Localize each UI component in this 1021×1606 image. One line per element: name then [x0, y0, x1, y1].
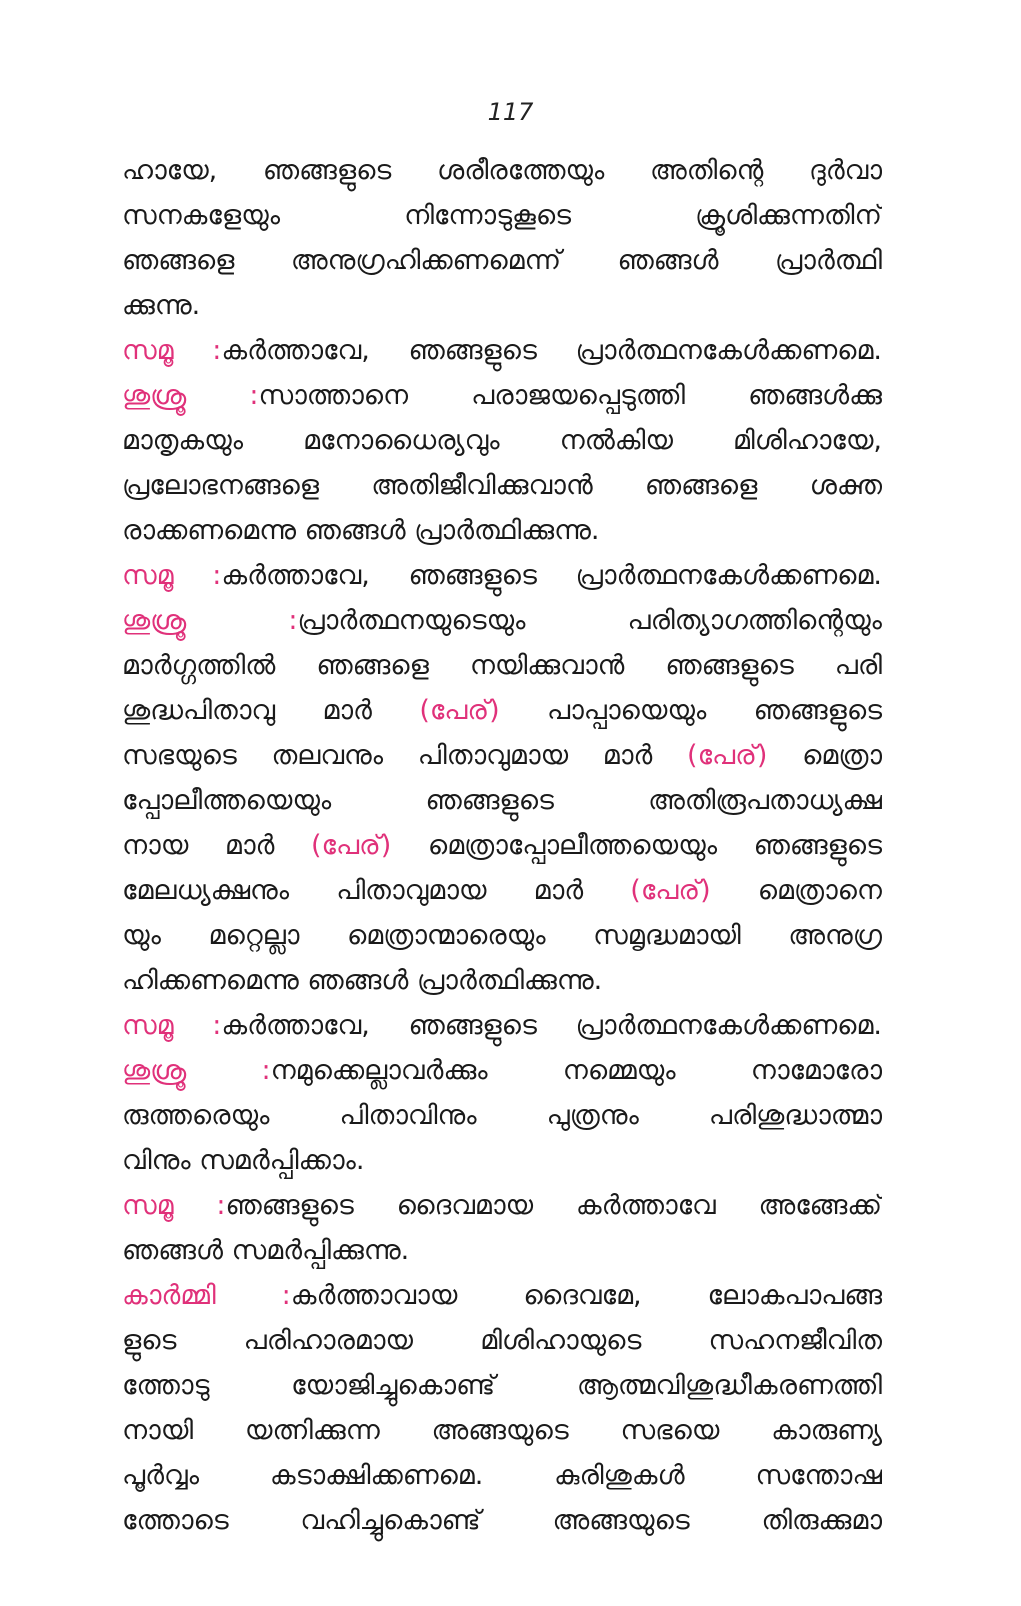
text-line: [122, 958, 882, 1003]
text-line: [122, 1183, 882, 1228]
text-line: [122, 193, 882, 238]
speaker-label: സമൂ :: [122, 1010, 222, 1041]
line-text: ത്തോടു യോജിച്ചുകൊണ്ട് ആത്മവിശുദ്ധീകരണത്തി: [122, 1370, 882, 1401]
text-line: [122, 328, 882, 373]
text-line: [122, 238, 882, 283]
line-text: ഞങ്ങൾ സമർപ്പിക്കുന്നു.: [122, 1235, 410, 1266]
line-text: പ്രാർത്ഥനയുടെയും പരിത്യാഗത്തിന്റെയും: [297, 605, 882, 636]
text-line: [122, 1003, 882, 1048]
speaker-label: ശുശ്രൂ :: [122, 1055, 271, 1086]
page-number: 117: [487, 98, 534, 126]
speaker-label: ശുശ്രൂ :: [122, 380, 259, 411]
text-line: [122, 643, 882, 688]
speaker-label: സമൂ :: [122, 1190, 226, 1221]
speaker-label: കാർമ്മി :: [122, 1280, 291, 1311]
line-text: രുത്തരെയും പിതാവിനും പുത്രനും പരിശുദ്ധാത്മാ: [122, 1100, 882, 1131]
line-text: ക്കുന്നു.: [122, 290, 201, 321]
line-text: നായ മാർ: [122, 830, 311, 861]
text-line: [122, 688, 882, 733]
line-text: ത്തോടെ വഹിച്ചുകൊണ്ട് അങ്ങയുടെ തിരുക്കുമാ: [122, 1505, 882, 1536]
line-text: കർത്താവേ, ഞങ്ങളുടെ പ്രാർത്ഥനകേൾക്കണമെ.: [221, 335, 882, 366]
name-placeholder: (പേര്): [630, 875, 711, 906]
text-line: [122, 1048, 882, 1093]
line-text: മാതൃകയും മനോധൈര്യവും നൽകിയ മിശിഹായേ,: [122, 425, 882, 456]
text-line: [122, 1363, 882, 1408]
line-text: ഞങ്ങളെ അനുഗ്രഹിക്കണമെന്ന് ഞങ്ങൾ പ്രാർത്ഥി: [122, 245, 882, 276]
line-text: പ്രലോഭനങ്ങളെ അതിജീവിക്കുവാൻ ഞങ്ങളെ ശക്ത: [122, 470, 882, 501]
line-text: മെത്രാപ്പോലീത്തയെയും ഞങ്ങളുടെ: [391, 830, 882, 861]
speaker-label: സമൂ :: [122, 335, 222, 366]
text-line: [122, 1498, 882, 1543]
line-text: കർത്താവേ, ഞങ്ങളുടെ പ്രാർത്ഥനകേൾക്കണമെ.: [221, 1010, 882, 1041]
line-text: ഞങ്ങളുടെ ദൈവമായ കർത്താവേ അങ്ങേക്ക്: [225, 1190, 882, 1221]
speaker-label: ശുശ്രൂ :: [122, 605, 298, 636]
line-text: നായി യത്നിക്കുന്ന അങ്ങയുടെ സഭയെ കാരുണ്യ: [122, 1415, 882, 1446]
speaker-label: സമൂ :: [122, 560, 222, 591]
text-line: [122, 823, 882, 868]
line-text: നമുക്കെല്ലാവർക്കും നമ്മെയും നാമോരോ: [270, 1055, 882, 1086]
name-placeholder: (പേര്): [687, 740, 768, 771]
line-text: മെത്രാ: [767, 740, 882, 771]
line-text: ശുദ്ധപിതാവു മാർ: [122, 695, 420, 726]
prayer-text-block: [122, 148, 882, 1543]
text-line: [122, 778, 882, 823]
text-line: [122, 1408, 882, 1453]
text-line: [122, 553, 882, 598]
text-line: [122, 733, 882, 778]
line-text: ഹിക്കണമെന്നു ഞങ്ങൾ പ്രാർത്ഥിക്കുന്നു.: [122, 965, 603, 996]
text-line: [122, 463, 882, 508]
text-line: [122, 1138, 882, 1183]
text-line: [122, 148, 882, 193]
text-line: [122, 1228, 882, 1273]
line-text: സനകളേയും നിന്നോടുകൂടെ ക്രൂശിക്കുന്നതിന്: [122, 200, 882, 231]
text-line: [122, 598, 882, 643]
line-text: മാർഗ്ഗത്തിൽ ഞങ്ങളെ നയിക്കുവാൻ ഞങ്ങളുടെ പരി: [122, 650, 882, 681]
line-text: മേലധ്യക്ഷനും പിതാവുമായ മാർ: [122, 875, 631, 906]
line-text: വിനും സമർപ്പിക്കാം.: [122, 1145, 365, 1176]
text-line: [122, 1318, 882, 1363]
line-text: രാക്കണമെന്നു ഞങ്ങൾ പ്രാർത്ഥിക്കുന്നു.: [122, 515, 600, 546]
text-line: [122, 373, 882, 418]
name-placeholder: (പേര്): [310, 830, 392, 861]
name-placeholder: (പേര്): [419, 695, 500, 726]
line-text: പ്പോലീത്തയെയും ഞങ്ങളുടെ അതിരൂപതാധ്യക്ഷ: [122, 785, 882, 816]
line-text: കർത്താവേ, ഞങ്ങളുടെ പ്രാർത്ഥനകേൾക്കണമെ.: [221, 560, 882, 591]
line-text: യും മറ്റെല്ലാ മെത്രാന്മാരെയും സമൃദ്ധമായി അനുഗ്ര: [122, 920, 882, 951]
text-line: [122, 1273, 882, 1318]
line-text: ഹായേ, ഞങ്ങളുടെ ശരീരത്തേയും അതിന്റെ ദുർവാ: [122, 155, 882, 186]
line-text: പാപ്പായെയും ഞങ്ങളുടെ: [499, 695, 882, 726]
text-line: [122, 508, 882, 553]
text-line: [122, 1093, 882, 1138]
line-text: മെത്രാനെ: [710, 875, 882, 906]
text-line: [122, 868, 882, 913]
text-line: [122, 418, 882, 463]
text-line: [122, 913, 882, 958]
line-text: പൂർവ്വം കടാക്ഷിക്കണമെ. കുരിശുകൾ സന്തോഷ: [122, 1460, 882, 1491]
line-text: സഭയുടെ തലവനും പിതാവുമായ മാർ: [122, 740, 688, 771]
line-text: കർത്താവായ ദൈവമേ, ലോകപാപങ്ങ: [290, 1280, 882, 1311]
line-text: സാത്താനെ പരാജയപ്പെടുത്തി ഞങ്ങൾക്കു: [258, 380, 882, 411]
line-text: ളുടെ പരിഹാരമായ മിശിഹായുടെ സഹനജീവിത: [122, 1325, 882, 1356]
text-line: [122, 283, 882, 328]
text-line: [122, 1453, 882, 1498]
